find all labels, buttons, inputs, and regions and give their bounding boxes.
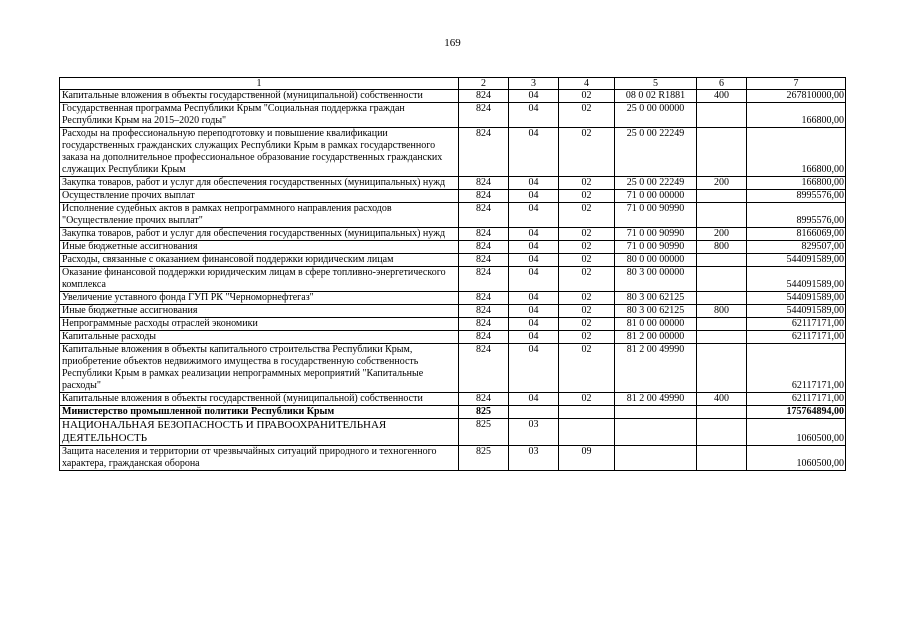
row-expense-type: 800 [697, 305, 747, 318]
row-amount: 1060500,00 [747, 419, 846, 446]
row-subsection [559, 406, 615, 419]
row-section: 04 [509, 331, 559, 344]
row-amount: 8995576,00 [747, 190, 846, 203]
row-section: 04 [509, 128, 559, 177]
budget-table [59, 77, 846, 471]
row-section: 03 [509, 446, 559, 471]
row-expense-type: 400 [697, 90, 747, 103]
table-row [60, 267, 846, 292]
row-name: Осуществление прочих выплат [60, 190, 459, 203]
row-subsection: 02 [559, 241, 615, 254]
row-subsection: 02 [559, 228, 615, 241]
row-name: Капитальные вложения в объекты государственной (муниципальной) собственности [60, 90, 459, 103]
row-amount: 62117171,00 [747, 318, 846, 331]
table-row [60, 419, 846, 446]
row-subsection: 02 [559, 254, 615, 267]
row-name: Закупка товаров, работ и услуг для обеспечения государственных (муниципальных) нужд [60, 177, 459, 190]
column-header: 7 [747, 78, 846, 90]
row-section: 03 [509, 419, 559, 446]
row-grbs: 824 [459, 305, 509, 318]
row-name: Непрограммные расходы отраслей экономики [60, 318, 459, 331]
row-expense-type [697, 190, 747, 203]
row-grbs: 824 [459, 177, 509, 190]
row-name: Капитальные вложения в объекты капитального строительства Республики Крым, приобретение объектов недвижимого имущества в государственную собственность Республики Крым в рамках реализации непрограммных мероприятий "Капитальные расходы" [60, 344, 459, 393]
row-section: 04 [509, 190, 559, 203]
row-section: 04 [509, 393, 559, 406]
row-amount: 166800,00 [747, 128, 846, 177]
row-name: Оказание финансовой поддержки юридическим лицам в сфере топливно-энергетического комплекса [60, 267, 459, 292]
row-amount: 8995576,00 [747, 203, 846, 228]
row-amount: 544091589,00 [747, 292, 846, 305]
row-expense-type [697, 103, 747, 128]
row-amount: 544091589,00 [747, 254, 846, 267]
row-expense-type [697, 254, 747, 267]
row-target-article: 25 0 00 22249 [615, 177, 697, 190]
row-name: Капитальные расходы [60, 331, 459, 344]
page-number: 169 [444, 37, 461, 49]
row-grbs: 824 [459, 292, 509, 305]
row-subsection: 02 [559, 190, 615, 203]
row-amount: 544091589,00 [747, 267, 846, 292]
row-name: Расходы на профессиональную переподготовку и повышение квалификации государственных гражданских служащих Республики Крым в рамках государственного заказа на дополнительное профессиональное образование государственных гражданских служащих Республики Крым [60, 128, 459, 177]
row-grbs: 825 [459, 406, 509, 419]
row-section: 04 [509, 228, 559, 241]
row-name: Закупка товаров, работ и услуг для обеспечения государственных (муниципальных) нужд [60, 228, 459, 241]
table-row [60, 446, 846, 471]
row-target-article: 80 3 00 62125 [615, 305, 697, 318]
row-name: Исполнение судебных актов в рамках непрограммного направления расходов "Осуществление прочих выплат" [60, 203, 459, 228]
row-section: 04 [509, 267, 559, 292]
table-row [60, 228, 846, 241]
row-amount: 166800,00 [747, 103, 846, 128]
row-expense-type: 200 [697, 177, 747, 190]
column-header-row [60, 78, 846, 90]
row-target-article: 80 3 00 00000 [615, 267, 697, 292]
row-grbs: 825 [459, 446, 509, 471]
row-expense-type [697, 344, 747, 393]
table-row [60, 406, 846, 419]
row-name: НАЦИОНАЛЬНАЯ БЕЗОПАСНОСТЬ И ПРАВООХРАНИТЕЛЬНАЯ ДЕЯТЕЛЬНОСТЬ [60, 419, 459, 446]
row-subsection [559, 419, 615, 446]
row-section: 04 [509, 318, 559, 331]
row-grbs: 824 [459, 254, 509, 267]
row-subsection: 02 [559, 318, 615, 331]
row-subsection: 02 [559, 128, 615, 177]
row-name: Увеличение уставного фонда ГУП РК "Черноморнефтегаз" [60, 292, 459, 305]
row-section: 04 [509, 103, 559, 128]
row-name: Иные бюджетные ассигнования [60, 305, 459, 318]
row-target-article: 08 0 02 R1881 [615, 90, 697, 103]
row-subsection: 02 [559, 393, 615, 406]
row-expense-type [697, 331, 747, 344]
row-target-article: 25 0 00 22249 [615, 128, 697, 177]
table-row [60, 292, 846, 305]
row-subsection: 09 [559, 446, 615, 471]
row-target-article: 81 0 00 00000 [615, 318, 697, 331]
row-subsection: 02 [559, 203, 615, 228]
row-expense-type [697, 203, 747, 228]
row-target-article: 71 0 00 90990 [615, 228, 697, 241]
row-amount: 62117171,00 [747, 393, 846, 406]
column-header: 3 [509, 78, 559, 90]
row-expense-type [697, 267, 747, 292]
row-grbs: 824 [459, 393, 509, 406]
row-subsection: 02 [559, 177, 615, 190]
table-row [60, 177, 846, 190]
row-target-article: 81 2 00 49990 [615, 393, 697, 406]
row-target-article: 71 0 00 90990 [615, 203, 697, 228]
row-expense-type [697, 128, 747, 177]
row-subsection: 02 [559, 292, 615, 305]
column-header: 6 [697, 78, 747, 90]
row-subsection: 02 [559, 305, 615, 318]
row-target-article: 81 2 00 49990 [615, 344, 697, 393]
row-target-article [615, 446, 697, 471]
row-subsection: 02 [559, 90, 615, 103]
row-amount: 829507,00 [747, 241, 846, 254]
table-row [60, 254, 846, 267]
row-target-article [615, 406, 697, 419]
row-amount: 175764894,00 [747, 406, 846, 419]
table-row [60, 331, 846, 344]
row-section: 04 [509, 292, 559, 305]
table-row [60, 128, 846, 177]
row-target-article: 81 2 00 00000 [615, 331, 697, 344]
row-grbs: 824 [459, 331, 509, 344]
table-row [60, 318, 846, 331]
row-grbs: 824 [459, 190, 509, 203]
row-grbs: 824 [459, 241, 509, 254]
row-expense-type: 400 [697, 393, 747, 406]
table-row [60, 203, 846, 228]
row-section: 04 [509, 90, 559, 103]
row-section: 04 [509, 254, 559, 267]
row-grbs: 824 [459, 103, 509, 128]
row-name: Расходы, связанные с оказанием финансовой поддержки юридическим лицам [60, 254, 459, 267]
row-section: 04 [509, 305, 559, 318]
row-amount: 267810000,00 [747, 90, 846, 103]
row-grbs: 824 [459, 318, 509, 331]
row-section: 04 [509, 241, 559, 254]
row-expense-type [697, 419, 747, 446]
row-grbs: 825 [459, 419, 509, 446]
row-section: 04 [509, 177, 559, 190]
row-name: Министерство промышленной политики Республики Крым [60, 406, 459, 419]
row-amount: 8166069,00 [747, 228, 846, 241]
row-expense-type [697, 406, 747, 419]
row-target-article: 71 0 00 90990 [615, 241, 697, 254]
row-name: Защита населения и территории от чрезвычайных ситуаций природного и техногенного характера, гражданская оборона [60, 446, 459, 471]
row-subsection: 02 [559, 267, 615, 292]
table-row [60, 305, 846, 318]
row-subsection: 02 [559, 103, 615, 128]
row-amount: 62117171,00 [747, 331, 846, 344]
row-expense-type: 800 [697, 241, 747, 254]
row-amount: 1060500,00 [747, 446, 846, 471]
column-header: 5 [615, 78, 697, 90]
row-grbs: 824 [459, 228, 509, 241]
table-row [60, 344, 846, 393]
table-row [60, 190, 846, 203]
row-section: 04 [509, 203, 559, 228]
table-row [60, 103, 846, 128]
row-target-article: 80 0 00 00000 [615, 254, 697, 267]
row-grbs: 824 [459, 267, 509, 292]
row-grbs: 824 [459, 90, 509, 103]
table-row [60, 393, 846, 406]
row-expense-type [697, 446, 747, 471]
row-name: Государственная программа Республики Крым "Социальная поддержка граждан Республики Крым на 2015–2020 годы" [60, 103, 459, 128]
table-row [60, 241, 846, 254]
row-grbs: 824 [459, 203, 509, 228]
row-amount: 62117171,00 [747, 344, 846, 393]
row-expense-type [697, 292, 747, 305]
row-section: 04 [509, 344, 559, 393]
row-expense-type: 200 [697, 228, 747, 241]
row-name: Иные бюджетные ассигнования [60, 241, 459, 254]
row-amount: 544091589,00 [747, 305, 846, 318]
row-target-article: 71 0 00 00000 [615, 190, 697, 203]
column-header: 1 [60, 78, 459, 90]
row-target-article: 80 3 00 62125 [615, 292, 697, 305]
column-header: 4 [559, 78, 615, 90]
row-amount: 166800,00 [747, 177, 846, 190]
row-target-article: 25 0 00 00000 [615, 103, 697, 128]
row-grbs: 824 [459, 128, 509, 177]
row-subsection: 02 [559, 344, 615, 393]
row-section [509, 406, 559, 419]
row-subsection: 02 [559, 331, 615, 344]
row-grbs: 824 [459, 344, 509, 393]
table-row [60, 90, 846, 103]
row-target-article [615, 419, 697, 446]
row-name: Капитальные вложения в объекты государственной (муниципальной) собственности [60, 393, 459, 406]
column-header: 2 [459, 78, 509, 90]
row-expense-type [697, 318, 747, 331]
